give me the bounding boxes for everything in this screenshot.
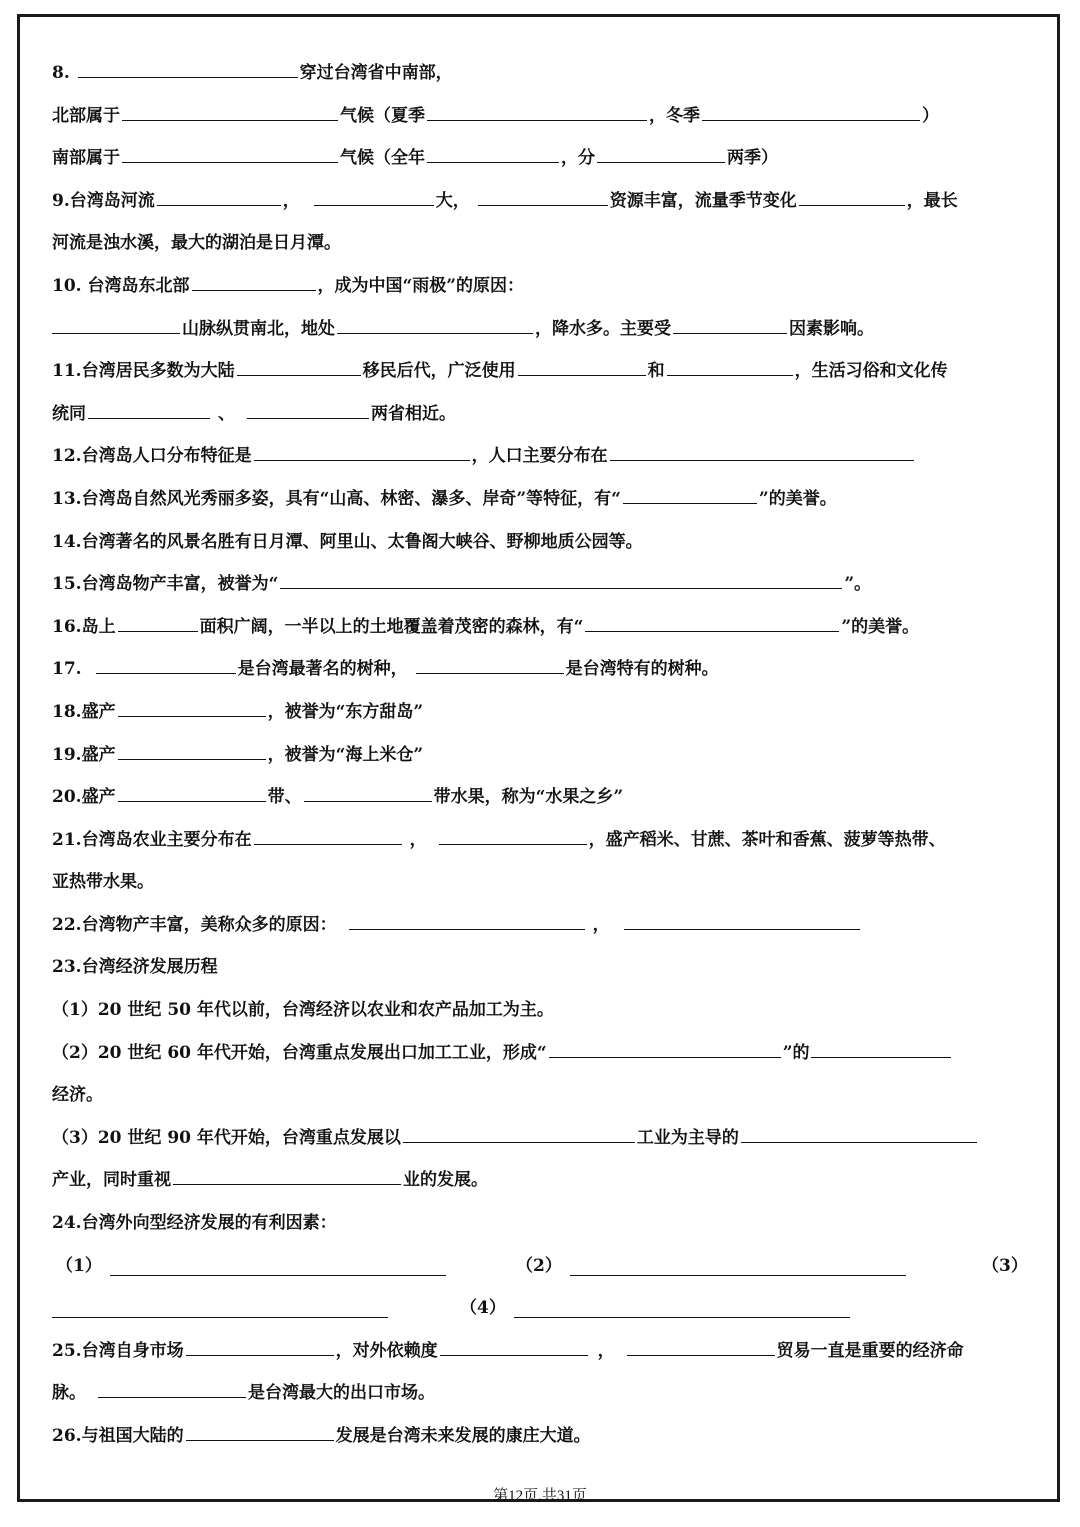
q16-text: ”的美誉。 xyxy=(841,616,920,637)
q9-text: 大， xyxy=(435,190,470,211)
q25-text: ， xyxy=(597,1340,615,1361)
q19-text: 19.盛产 xyxy=(52,744,116,765)
q24-row2 xyxy=(52,1287,1027,1330)
blank[interactable] xyxy=(110,1258,446,1276)
q26-line xyxy=(52,1415,1027,1458)
q16-text: 16.岛上 xyxy=(52,616,116,637)
q18-text: 18.盛产 xyxy=(52,701,116,722)
q20-text: 20.盛产 xyxy=(52,787,116,808)
blank[interactable] xyxy=(254,443,470,461)
blank[interactable] xyxy=(427,145,559,163)
q9-text: 河流是浊水溪，最大的湖泊是日月潭。 xyxy=(52,233,341,254)
blank[interactable] xyxy=(799,188,905,206)
blank[interactable] xyxy=(122,103,338,121)
blank[interactable] xyxy=(52,1300,388,1318)
q20-text: 带水果，称为“水果之乡” xyxy=(433,787,624,808)
q20-line xyxy=(52,776,1027,819)
q8-line3 xyxy=(52,137,1027,180)
q25-line2 xyxy=(52,1372,1027,1415)
blank[interactable] xyxy=(254,827,402,845)
q23-text: 工业为主导的 xyxy=(636,1127,739,1148)
q24-title xyxy=(52,1202,1027,1245)
blank[interactable] xyxy=(627,1338,775,1356)
q13-line xyxy=(52,478,1027,521)
blank[interactable] xyxy=(440,1338,588,1356)
q9-line2 xyxy=(52,222,1027,265)
q22-text: 22.台湾物产丰富，美称众多的原因： xyxy=(52,914,337,935)
blank[interactable] xyxy=(416,656,564,674)
q15-line xyxy=(52,563,1027,606)
q13-text: ”的美誉。 xyxy=(758,488,837,509)
q25-text: 贸易一直是重要的经济命 xyxy=(776,1340,964,1361)
q10-text: 因素影响。 xyxy=(789,318,874,339)
q19-text: ，被誉为“海上米仓” xyxy=(267,744,424,765)
worksheet-content xyxy=(52,52,1027,1458)
q8-text: 北部属于 xyxy=(52,105,120,126)
q23-title xyxy=(52,946,1027,989)
q23-text: 23.台湾经济发展历程 xyxy=(52,957,218,978)
blank[interactable] xyxy=(667,358,793,376)
q23-sub3-cont xyxy=(52,1159,1027,1202)
blank[interactable] xyxy=(439,827,587,845)
q9-text: 9.台湾岛河流 xyxy=(52,190,155,211)
q8-text: ） xyxy=(922,105,939,126)
blank[interactable] xyxy=(702,103,920,121)
q11-text: 两省相近。 xyxy=(371,403,456,424)
q8-line2 xyxy=(52,95,1027,138)
q17-text: 17. xyxy=(52,659,82,680)
q23-sub3 xyxy=(52,1117,1027,1160)
q23-text: 经济。 xyxy=(52,1085,103,1106)
q24-label-3: （3） xyxy=(982,1255,1028,1276)
q17-line xyxy=(52,648,1027,691)
q17-text: 是台湾最著名的树种， xyxy=(237,659,408,680)
q25-text: 25.台湾自身市场 xyxy=(52,1340,184,1361)
q12-text: ，人口主要分布在 xyxy=(471,446,608,467)
q8-text: 两季） xyxy=(727,148,778,169)
blank[interactable] xyxy=(624,912,860,930)
blank[interactable] xyxy=(585,614,839,632)
q10-text: ，成为中国“雨极”的原因： xyxy=(317,275,525,296)
q25-line1 xyxy=(52,1330,1027,1373)
q8-line1 xyxy=(52,52,1027,95)
blank[interactable] xyxy=(118,699,266,717)
q8-text: ，分 xyxy=(561,148,595,169)
q11-text: 统同 xyxy=(52,403,86,424)
blank[interactable] xyxy=(741,1125,977,1143)
q23-text: （2）20 世纪 60 年代开始，台湾重点发展出口加工工业，形成“ xyxy=(52,1042,547,1063)
blank[interactable] xyxy=(280,571,842,589)
q11-text: 和 xyxy=(647,361,665,382)
q13-text: 13.台湾岛自然风光秀丽多姿，具有“山高、林密、瀑多、岸奇”等特征，有“ xyxy=(52,488,621,509)
q25-text: 是台湾最大的出口市场。 xyxy=(248,1383,435,1404)
q23-text: 产业，同时重视 xyxy=(52,1170,171,1191)
q8-number: 8. xyxy=(52,63,70,83)
blank[interactable] xyxy=(314,188,434,206)
q25-text: 脉。 xyxy=(52,1383,86,1404)
blank[interactable] xyxy=(247,401,369,419)
q23-sub2 xyxy=(52,1032,1027,1075)
blank[interactable] xyxy=(52,316,180,334)
q11-text: ，生活习俗和文化传 xyxy=(794,361,948,382)
q19-line xyxy=(52,734,1027,777)
q8-text: 南部属于 xyxy=(52,148,120,169)
q21-line2 xyxy=(52,861,1027,904)
q23-sub1 xyxy=(52,989,1027,1032)
q9-text: 资源丰富，流量季节变化 xyxy=(609,190,797,211)
blank[interactable] xyxy=(623,486,757,504)
q10-line1 xyxy=(52,265,1027,308)
blank[interactable] xyxy=(98,1380,246,1398)
blank[interactable] xyxy=(514,1300,850,1318)
blank[interactable] xyxy=(610,443,914,461)
q21-text: ，盛产稻米、甘蔗、茶叶和香蕉、菠萝等热带、 xyxy=(588,829,946,850)
blank[interactable] xyxy=(673,316,787,334)
q23-text: ”的 xyxy=(782,1042,810,1063)
blank[interactable] xyxy=(173,1167,401,1185)
q20-text: 带、 xyxy=(267,787,302,808)
q8-text: 穿过台湾省中南部， xyxy=(299,63,453,83)
blank[interactable] xyxy=(478,188,608,206)
q21-text: ， xyxy=(409,829,427,850)
q8-text: 气候（全年 xyxy=(340,148,425,169)
blank[interactable] xyxy=(427,103,647,121)
blank[interactable] xyxy=(237,358,361,376)
blank[interactable] xyxy=(157,188,281,206)
blank[interactable] xyxy=(549,1040,781,1058)
q25-text: ，对外依赖度 xyxy=(335,1340,438,1361)
q15-text: ”。 xyxy=(844,574,872,595)
blank[interactable] xyxy=(304,784,432,802)
blank[interactable] xyxy=(186,1423,334,1441)
q24-label-2: （2） xyxy=(516,1255,562,1276)
blank[interactable] xyxy=(96,656,236,674)
q18-text: ，被誉为“东方甜岛” xyxy=(267,701,424,722)
q9-text: ，最长 xyxy=(906,190,958,211)
q11-line1 xyxy=(52,350,1027,393)
blank[interactable] xyxy=(349,912,585,930)
q8-text: 气候（夏季 xyxy=(340,105,425,126)
q16-text: 面积广阔，一半以上的土地覆盖着茂密的森林，有“ xyxy=(199,616,584,637)
q11-text: 11.台湾居民多数为大陆 xyxy=(52,361,235,382)
q16-line xyxy=(52,606,1027,649)
q12-text: 12.台湾岛人口分布特征是 xyxy=(52,446,252,467)
q10-text: 山脉纵贯南北，地处 xyxy=(182,318,335,339)
q24-row1 xyxy=(52,1245,1027,1288)
q26-text: 发展是台湾未来发展的康庄大道。 xyxy=(335,1426,591,1446)
q22-text: ， xyxy=(592,914,610,935)
q14-text: 14.台湾著名的风景名胜有日月潭、阿里山、太鲁阁大峡谷、野柳地质公园等。 xyxy=(52,531,643,552)
q24-label-1: （1） xyxy=(56,1255,102,1276)
q24-label-4: （4） xyxy=(460,1298,506,1319)
blank[interactable] xyxy=(122,145,338,163)
q9-line1 xyxy=(52,180,1027,223)
q14-line xyxy=(52,521,1027,564)
blank[interactable] xyxy=(403,1125,635,1143)
q23-text: （3）20 世纪 90 年代开始，台湾重点发展以 xyxy=(52,1127,401,1148)
q11-text: 、 xyxy=(218,403,235,424)
blank[interactable] xyxy=(118,784,266,802)
q9-text: ， xyxy=(282,190,300,211)
blank[interactable] xyxy=(337,316,533,334)
q21-text: 21.台湾岛农业主要分布在 xyxy=(52,829,252,850)
blank[interactable] xyxy=(78,60,298,78)
q23-text: （1）20 世纪 50 年代以前，台湾经济以农业和农产品加工为主。 xyxy=(52,1000,554,1021)
blank[interactable] xyxy=(192,273,316,291)
blank[interactable] xyxy=(88,401,210,419)
blank[interactable] xyxy=(186,1338,334,1356)
q15-text: 15.台湾岛物产丰富，被誉为“ xyxy=(52,574,279,595)
q17-text: 是台湾特有的树种。 xyxy=(565,659,719,680)
q23-text: 业的发展。 xyxy=(403,1170,488,1191)
q8-text: ，冬季 xyxy=(649,105,700,126)
q11-text: 移民后代，广泛使用 xyxy=(362,361,516,382)
page-footer: 第12页,共31页 xyxy=(493,1488,587,1504)
q26-text: 26.与祖国大陆的 xyxy=(52,1426,184,1446)
blank[interactable] xyxy=(811,1040,951,1058)
q18-line xyxy=(52,691,1027,734)
blank[interactable] xyxy=(118,614,198,632)
q23-sub2-cont xyxy=(52,1074,1027,1117)
q22-line xyxy=(52,904,1027,947)
q10-text: 10. 台湾岛东北部 xyxy=(52,275,190,296)
q10-line2 xyxy=(52,308,1027,351)
q21-text: 亚热带水果。 xyxy=(52,872,154,893)
q11-line2 xyxy=(52,393,1027,436)
q10-text: ，降水多。主要受 xyxy=(535,318,671,339)
blank[interactable] xyxy=(597,145,725,163)
q21-line1 xyxy=(52,819,1027,862)
blank[interactable] xyxy=(118,742,266,760)
q24-text: 24.台湾外向型经济发展的有利因素： xyxy=(52,1213,337,1234)
blank[interactable] xyxy=(570,1258,906,1276)
blank[interactable] xyxy=(518,358,646,376)
q12-line xyxy=(52,435,1027,478)
